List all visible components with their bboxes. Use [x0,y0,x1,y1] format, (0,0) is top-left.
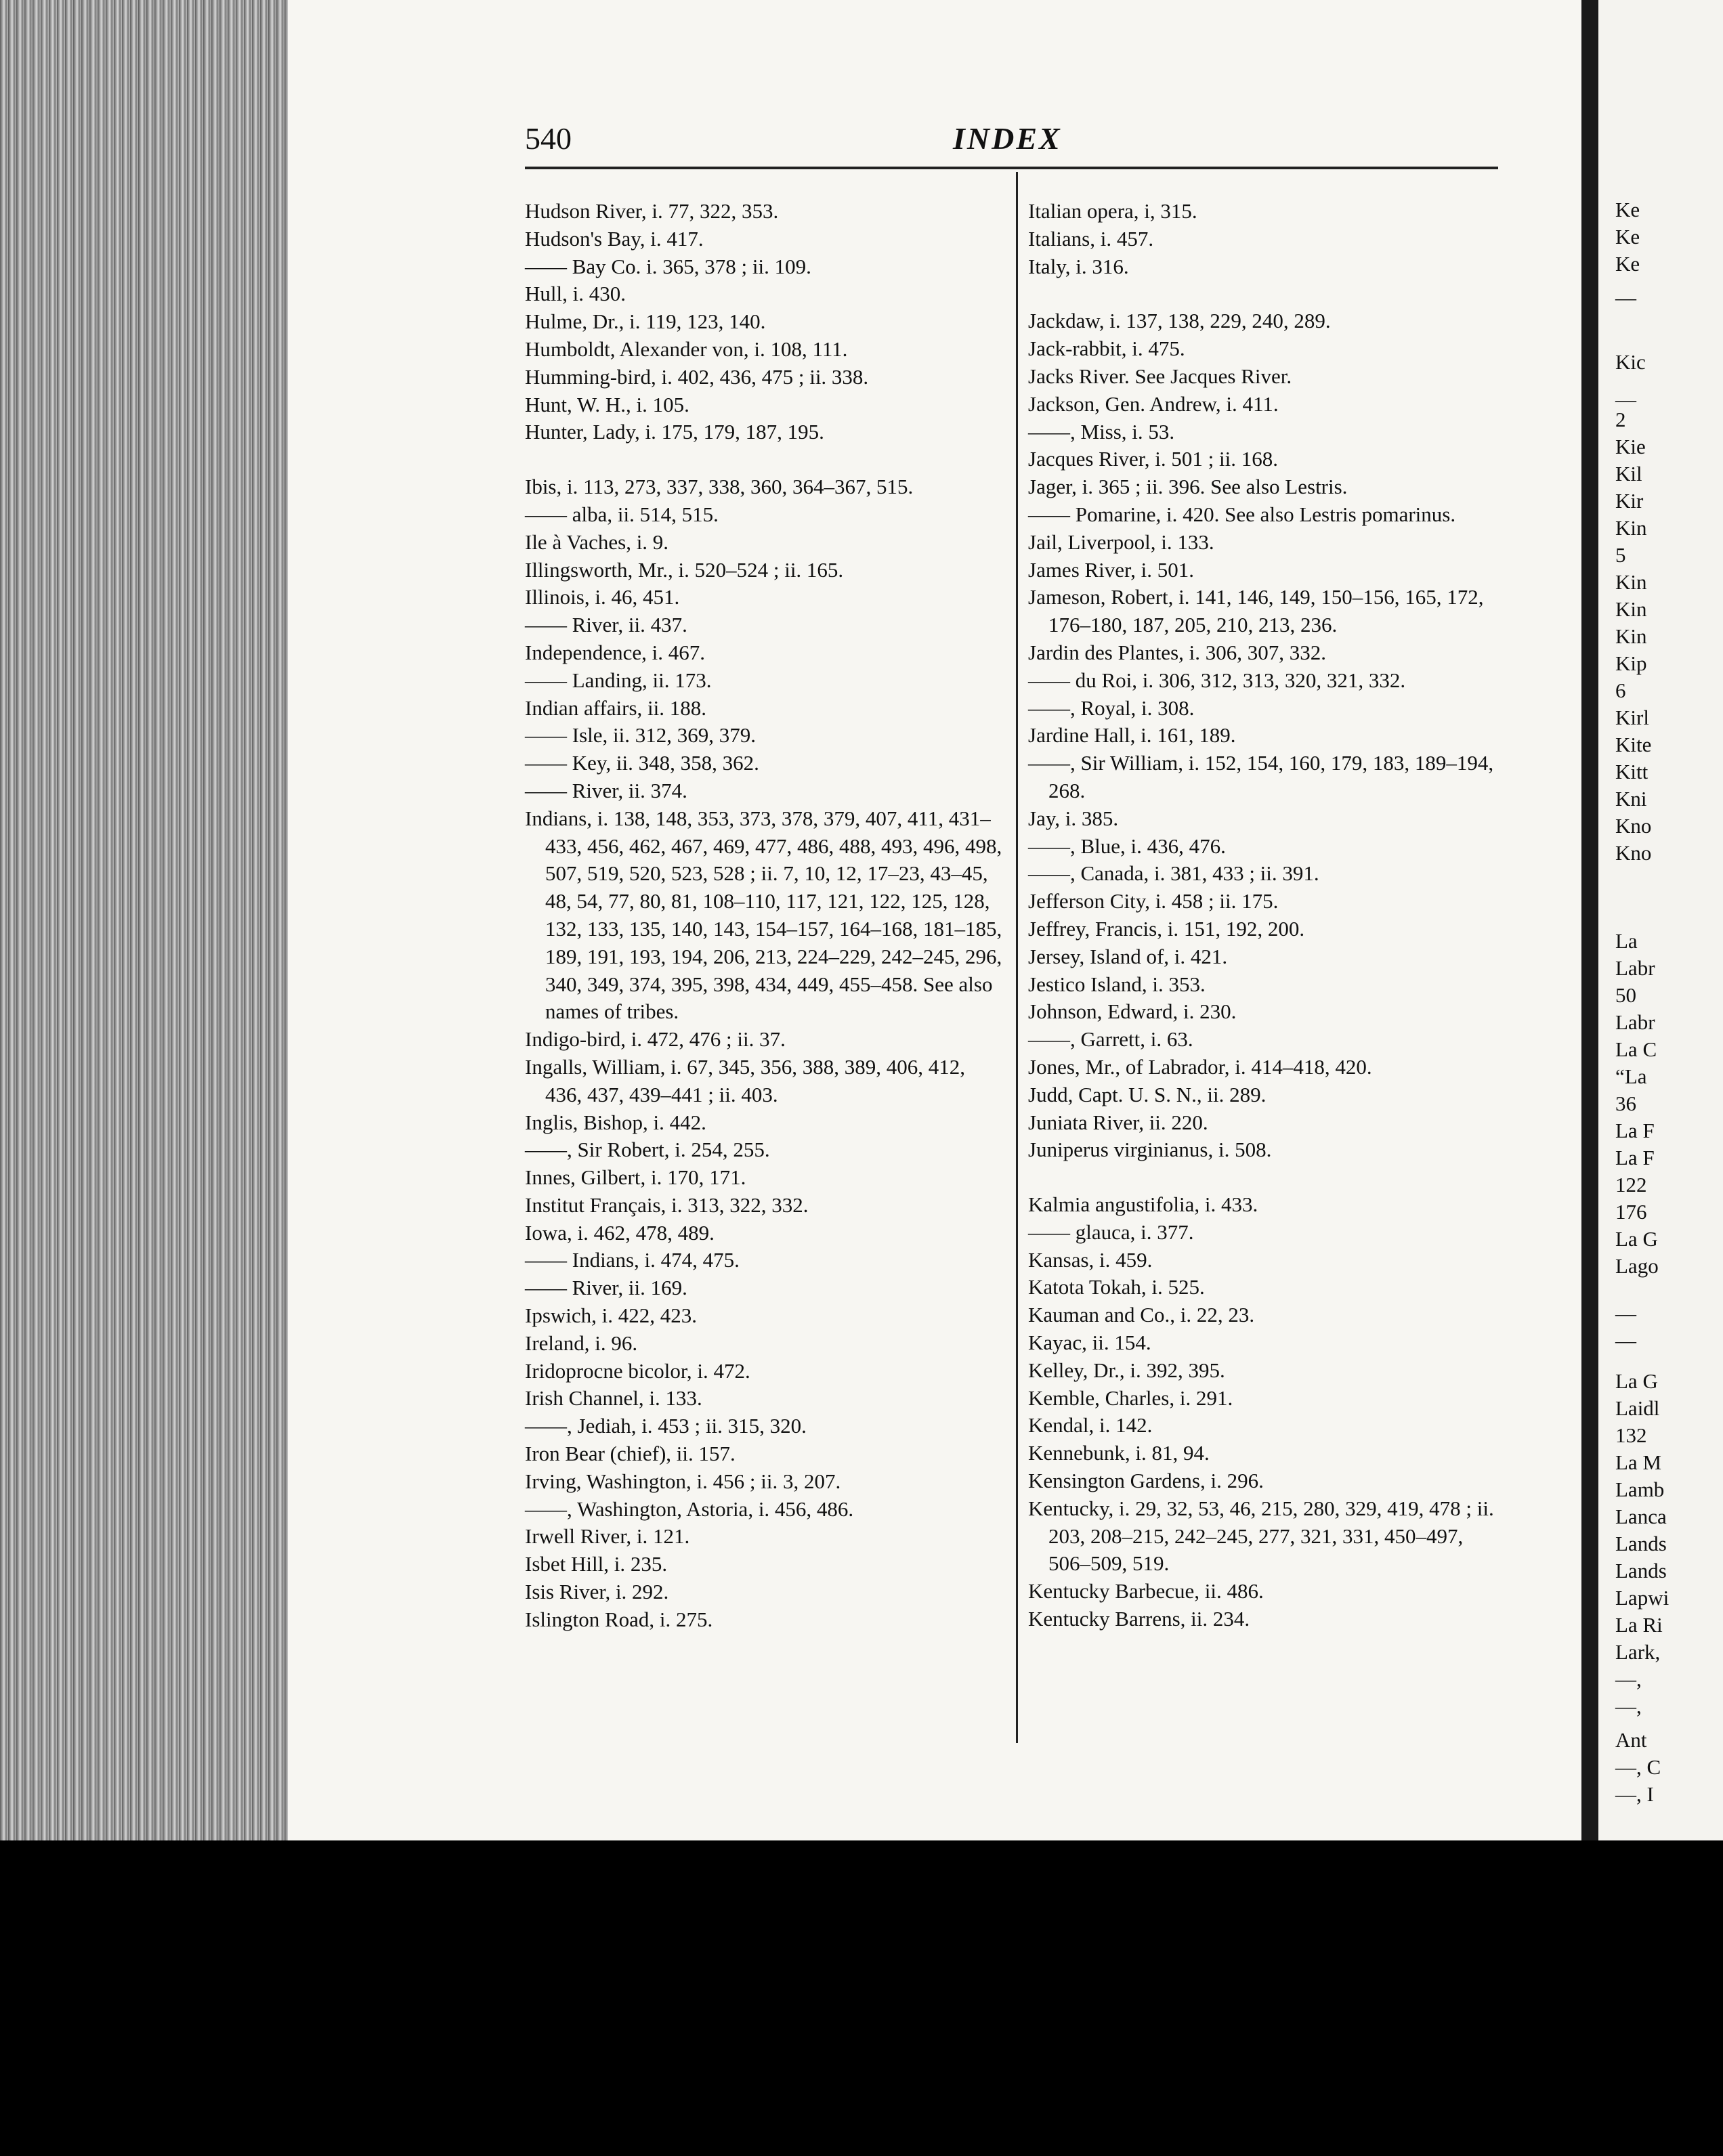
index-entry: Illingsworth, Mr., i. 520–524 ; ii. 165. [525,557,844,582]
facing-page-text: La F [1615,1119,1655,1142]
index-entry: —— Bay Co. i. 365, 378 ; ii. 109. [525,254,811,278]
facing-page-text: 176 [1615,1200,1647,1224]
index-entry: Irwell River, i. 121. [525,1524,690,1549]
index-entry: Kentucky, i. 29, 32, 53, 46, 215, 280, 329, 419, 478 ; ii. 203, 208–215, 242–245, 277, 321, 331, 450–497, 506–509, 519. [1028,1496,1494,1576]
section-gap [1028,280,1502,307]
index-entry: ——, Jediah, i. 453 ; ii. 315, 320. [525,1414,807,1438]
index-entry: ——, Sir Robert, i. 254, 255. [525,1138,770,1162]
index-entry: Indian affairs, ii. 188. [525,695,707,720]
facing-page-text: Kin [1615,624,1647,648]
index-entry: Kemble, Charles, i. 291. [1028,1385,1233,1410]
index-entry: Iridoprocne bicolor, i. 472. [525,1358,750,1383]
index-entry: —— River, ii. 169. [525,1276,687,1300]
index-entry: Hudson River, i. 77, 322, 353. [525,199,779,223]
index-entry: Katota Tokah, i. 525. [1028,1275,1205,1299]
index-entry: ——, Garrett, i. 63. [1028,1027,1193,1052]
index-entry: Independence, i. 467. [525,640,705,664]
index-entry: Italians, i. 457. [1028,226,1154,251]
index-entry: Jersey, Island of, i. 421. [1028,944,1228,968]
facing-page-text: Kno [1615,841,1652,865]
facing-page-text: Kin [1615,570,1647,594]
facing-page-text: Kin [1615,516,1647,540]
facing-page-text: La G [1615,1369,1658,1393]
gutter-shadow [1581,0,1598,1840]
index-entry: Inglis, Bishop, i. 442. [525,1110,706,1134]
index-entry: Kennebunk, i. 81, 94. [1028,1441,1210,1465]
facing-page-text: Laidl [1615,1396,1660,1420]
index-entry: —— River, ii. 374. [525,778,687,802]
facing-page-text: Kic [1615,350,1646,374]
facing-page-text: Kno [1615,814,1652,838]
index-column-right [1028,198,1502,1633]
index-entry: Irving, Washington, i. 456 ; ii. 3, 207. [525,1469,841,1493]
index-entry: ——, Royal, i. 308. [1028,695,1195,720]
index-entry: Jones, Mr., of Labrador, i. 414–418, 420. [1028,1054,1372,1079]
index-entry: ——, Blue, i. 436, 476. [1028,834,1226,858]
index-entry: James River, i. 501. [1028,557,1195,582]
facing-page-text: Ke [1615,252,1640,276]
page-number: 540 [525,121,572,156]
facing-page-text: La [1615,929,1638,953]
index-entry: Isbet Hill, i. 235. [525,1552,668,1576]
index-entry: —— glauca, i. 377. [1028,1220,1194,1244]
index-entry: Jardine Hall, i. 161, 189. [1028,723,1236,748]
section-gap [525,446,1006,473]
index-entry: Jail, Liverpool, i. 133. [1028,530,1214,554]
facing-page-text: Lark, [1615,1640,1661,1664]
index-entry: Humboldt, Alexander von, i. 108, 111. [525,337,848,361]
index-entry: Indians, i. 138, 148, 353, 373, 378, 379, 407, 411, 431–433, 456, 462, 467, 469, 477, 486, 488, 493, 496, 498, 507, 519, 520, 523, 528 ; ii. 7, 10, 12, 17–23, 43–45, 48, 54, 77, 80, 81, 108–110, 117, 121, 122, 125, 128, 132, 133, 135, 140, 143, 154–157, 164–168, 181–185, 189, 191, 193, 194, 206, 213, 224–229, 242–245, 296, 340, 349, 374, 395, 398, 434, 449, 455–458. See also names of tribes. [525,806,1002,1024]
index-entry: Jameson, Robert, i. 141, 146, 149, 150–156, 165, 172, 176–180, 187, 205, 210, 213, 236. [1028,585,1484,637]
index-entry: Juniata River, ii. 220. [1028,1110,1208,1134]
index-entry: Hudson's Bay, i. 417. [525,226,704,251]
facing-page-text: 6 [1615,678,1626,702]
page-header [525,121,1497,161]
index-entry: Hunt, W. H., i. 105. [525,392,689,416]
facing-page-text: — [1615,286,1636,309]
column-divider [1016,172,1018,1743]
facing-page-text: Ke [1615,225,1640,249]
index-entry: —— Isle, ii. 312, 369, 379. [525,723,756,748]
facing-page-text: — [1615,387,1636,411]
index-entry: Jeffrey, Francis, i. 151, 192, 200. [1028,916,1305,941]
facing-page-text: —, I [1615,1782,1654,1806]
index-entry: Jager, i. 365 ; ii. 396. See also Lestris. [1028,475,1348,499]
facing-page-text: La M [1615,1450,1662,1474]
index-entry: Irish Channel, i. 133. [525,1386,702,1410]
index-entry: Jacks River. See Jacques River. [1028,364,1292,388]
index-entry: ——, Sir William, i. 152, 154, 160, 179, 183, 189–194, 268. [1028,751,1494,802]
facing-page-text: Lapwi [1615,1586,1669,1610]
index-column-left [525,198,1006,1634]
scan-background [0,1840,1723,2156]
index-entry: Indigo-bird, i. 472, 476 ; ii. 37. [525,1027,786,1052]
index-entry: Isis River, i. 292. [525,1580,669,1604]
facing-page-text: Lago [1615,1254,1659,1278]
facing-page-text: 5 [1615,543,1626,567]
index-entry: Kensington Gardens, i. 296. [1028,1469,1264,1493]
facing-page-text: 132 [1615,1423,1647,1447]
facing-page-text: Kir [1615,489,1644,513]
index-entry: Italy, i. 316. [1028,254,1129,278]
index-entry: Iowa, i. 462, 478, 489. [525,1220,715,1245]
index-entry: Ipswich, i. 422, 423. [525,1303,698,1328]
index-entry: —— alba, ii. 514, 515. [525,502,719,526]
index-entry: Hunter, Lady, i. 175, 179, 187, 195. [525,420,824,444]
facing-page-text: Ant [1615,1728,1647,1752]
index-entry: Jack-rabbit, i. 475. [1028,337,1185,361]
index-entry: Ibis, i. 113, 273, 337, 338, 360, 364–367, 515. [525,475,914,499]
index-entry: Ingalls, William, i. 67, 345, 356, 388, 389, 406, 412, 436, 437, 439–441 ; ii. 403. [525,1054,966,1106]
index-entry: Kentucky Barbecue, ii. 486. [1028,1579,1264,1603]
index-entry: Kelley, Dr., i. 392, 395. [1028,1358,1225,1382]
index-entry: Juniperus virginianus, i. 508. [1028,1138,1272,1162]
running-head: INDEX [953,121,1062,156]
facing-page-text: 36 [1615,1092,1636,1115]
facing-page-text: Kite [1615,733,1652,756]
facing-page-text: Labr [1615,1010,1655,1034]
index-entry: Hulme, Dr., i. 119, 123, 140. [525,309,766,334]
index-entry: ——, Miss, i. 53. [1028,419,1175,444]
facing-page-text: La C [1615,1037,1657,1061]
facing-page-text: 50 [1615,983,1636,1007]
index-entry: Jackson, Gen. Andrew, i. 411. [1028,391,1279,416]
index-entry: Jestico Island, i. 353. [1028,972,1206,996]
facing-page-text: La F [1615,1146,1655,1169]
index-entry: Ireland, i. 96. [525,1331,638,1355]
index-entry: —— Landing, ii. 173. [525,668,712,692]
facing-page-text: La Ri [1615,1613,1663,1637]
index-entry: —— Indians, i. 474, 475. [525,1248,740,1272]
facing-page-text: Lamb [1615,1478,1665,1501]
index-entry: Italian opera, i, 315. [1028,199,1197,223]
index-entry: —— River, ii. 437. [525,613,687,637]
facing-page-text: Kitt [1615,760,1648,783]
index-entry: Jay, i. 385. [1028,806,1119,830]
facing-page-text: Kie [1615,435,1646,458]
index-entry: Islington Road, i. 275. [525,1607,713,1631]
index-entry: Kendal, i. 142. [1028,1413,1153,1438]
index-entry: Kansas, i. 459. [1028,1247,1153,1272]
index-entry: Jackdaw, i. 137, 138, 229, 240, 289. [1028,309,1331,333]
facing-page-text: La G [1615,1227,1658,1251]
index-entry: Ile à Vaches, i. 9. [525,530,669,554]
index-entry: Judd, Capt. U. S. N., ii. 289. [1028,1082,1267,1106]
book-page-edges [0,0,288,1869]
index-entry: Kauman and Co., i. 22, 23. [1028,1303,1255,1327]
index-entry: Jacques River, i. 501 ; ii. 168. [1028,447,1278,471]
facing-page-text: — [1615,1329,1636,1352]
facing-page-text: Labr [1615,956,1655,980]
facing-page-text: —, [1615,1694,1642,1718]
facing-page-text: Kip [1615,651,1647,675]
index-entry: Innes, Gilbert, i. 170, 171. [525,1165,746,1190]
facing-page-fragment [1598,0,1723,1840]
index-entry: —— Key, ii. 348, 358, 362. [525,751,759,775]
facing-page-text: Lanca [1615,1505,1667,1528]
facing-page-text: Ke [1615,198,1640,221]
index-entry: Humming-bird, i. 402, 436, 475 ; ii. 338. [525,364,869,389]
facing-page-text: 122 [1615,1173,1647,1196]
header-rule [525,167,1498,169]
index-entry: Kentucky Barrens, ii. 234. [1028,1607,1250,1631]
facing-page-text: —, C [1615,1755,1661,1779]
index-entry: —— Pomarine, i. 420. See also Lestris pomarinus. [1028,502,1456,526]
index-entry: ——, Washington, Astoria, i. 456, 486. [525,1496,854,1521]
facing-page-text: Kni [1615,787,1647,811]
index-entry: Jardin des Plantes, i. 306, 307, 332. [1028,640,1326,664]
index-entry: ——, Canada, i. 381, 433 ; ii. 391. [1028,861,1319,886]
index-entry: Illinois, i. 46, 451. [525,585,680,609]
facing-page-text: Lands [1615,1532,1667,1555]
index-entry: Hull, i. 430. [525,282,626,306]
index-entry: Johnson, Edward, i. 230. [1028,999,1237,1024]
index-entry: Iron Bear (chief), ii. 157. [525,1442,736,1466]
facing-page-text: Lands [1615,1559,1667,1582]
facing-page-text: Kin [1615,597,1647,621]
section-gap [1028,1164,1502,1191]
facing-page-text: —, [1615,1667,1642,1691]
facing-page-text: Kirl [1615,706,1649,729]
facing-page-text: Kil [1615,462,1642,486]
index-entry: Institut Français, i. 313, 322, 332. [525,1192,809,1217]
facing-page-text: 2 [1615,408,1626,431]
index-entry: Jefferson City, i. 458 ; ii. 175. [1028,889,1279,913]
index-entry: Kalmia angustifolia, i. 433. [1028,1192,1258,1217]
facing-page-text: “La [1615,1064,1647,1088]
index-entry: —— du Roi, i. 306, 312, 313, 320, 321, 332. [1028,668,1406,692]
facing-page-text: — [1615,1301,1636,1325]
index-entry: Kayac, ii. 154. [1028,1331,1151,1355]
